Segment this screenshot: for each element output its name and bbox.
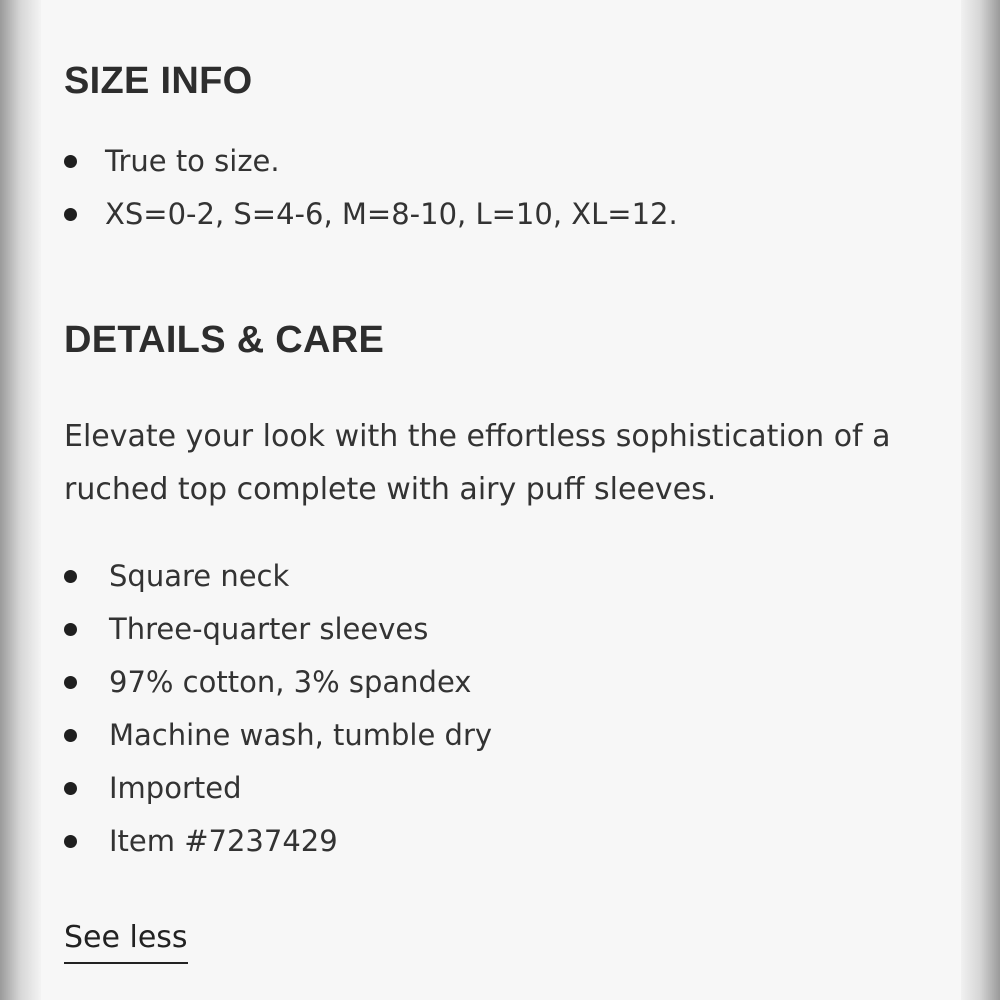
bullet-icon [64,570,77,583]
details-care-item [64,815,492,868]
details-care-list [64,550,492,868]
bullet-icon [64,623,77,636]
size-info-item [64,135,678,188]
bullet-icon [64,782,77,795]
bullet-icon [64,676,77,689]
size-info-item-text: True to size. [105,144,280,178]
details-care-item [64,550,492,603]
bullet-icon [64,155,77,168]
details-care-item [64,603,492,656]
product-details-panel [41,0,961,1000]
size-info-item-text: XS=0-2, S=4-6, M=8-10, L=10, XL=12. [105,197,678,231]
bullet-icon [64,835,77,848]
details-care-item [64,762,492,815]
details-care-item-text: Item #7237429 [109,824,338,858]
details-care-item-text: Three-quarter sleeves [109,612,429,646]
size-info-heading: SIZE INFO [64,60,253,102]
size-info-item [64,188,678,241]
bullet-icon [64,729,77,742]
see-less-link[interactable]: See less [64,918,188,964]
details-care-item-text: Imported [109,771,242,805]
details-care-item [64,656,492,709]
details-care-item-text: Machine wash, tumble dry [109,718,493,752]
details-care-item-text: Square neck [109,559,290,593]
product-description: Elevate your look with the effortless sophistication of a ruched top complete with airy puff sleeves. [64,419,891,507]
bullet-icon [64,208,77,221]
details-care-item [64,709,492,762]
size-info-list [64,135,678,241]
details-care-item-text: 97% cotton, 3% spandex [109,665,472,699]
details-care-heading: DETAILS & CARE [64,319,385,361]
